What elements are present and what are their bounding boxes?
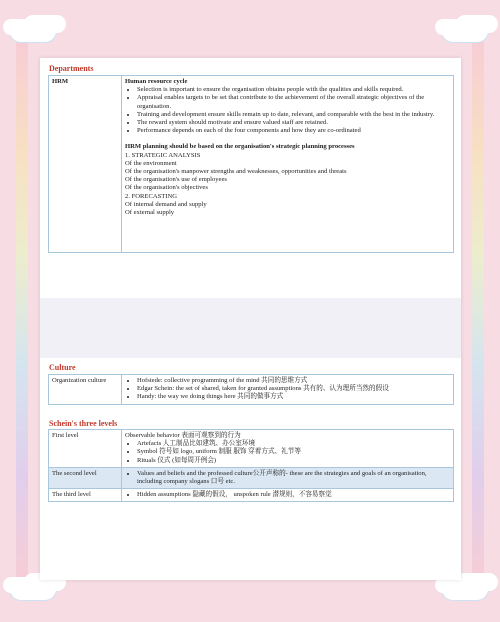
page-gap-band [40,298,461,358]
culture-label: Organization culture [49,375,122,405]
list-item: • The reward system should motivate and ensure valued staff are retained. [137,119,450,127]
departments-table [48,75,454,253]
schein-level-label: First level [49,430,122,468]
list-item: • Symbol 符号如 logo, uniform 制服 服饰 穿着方式、礼节等 [137,448,450,456]
planning-line: 1. STRATEGIC ANALYSIS [125,151,201,159]
schein-title: Schein's three levels [49,419,118,428]
list-item: • Hidden assumptions 隐藏的假设， unspoken rule 潜规则，不容易察觉 [137,491,450,499]
planning-heading: HRM planning should be based on the organisation's strategic planning processes [125,143,355,151]
rainbow-border-right [472,40,484,582]
list-item: • Artefacts 人工制品比如建筑、办公室环境 [137,440,450,448]
schein-level-content [122,489,454,502]
cloud-decoration [10,578,56,600]
culture-content [122,375,454,405]
list-item: • Rituals 仪式 (如每周开例会) [137,457,450,465]
list-item: • Edgar Schein: the set of shared, taken for granted assumptions 共有的、认为理所当然的假设 [137,385,450,393]
list-item: • Hofstede: collective programming of the mind 共同的思维方式 [137,377,450,385]
schein-level-content [122,430,454,468]
culture-table [48,374,454,405]
hrm-content [122,76,454,253]
list-item: • Values and beliefs and the professed culture公开声称的- these are the strategies and goals of an organisation, including company slogans 口号 etc. [137,470,450,486]
document-page [40,58,461,580]
planning-line: Of the organisation's manpower strengths and weaknesses, opportunities and threats [125,168,347,176]
schein-level-label: The third level [49,489,122,502]
level-list [125,491,450,499]
hrm-label: HRM [49,76,122,253]
planning-line: Of external supply [125,209,175,217]
schein-level-content [122,467,454,488]
list-item: • Handy: the way we doing things here 共同的做事方式 [137,393,450,401]
list-item: • Selection is important to ensure the organisation obtains people with the qualities and skills required. [137,86,450,94]
list-item: • Performance depends on each of the four components and how they are co-ordinated [137,127,450,135]
cycle-list [125,86,450,135]
planning-line: 2. FORECASTING [125,192,178,200]
planning-line: Of internal demand and supply [125,200,207,208]
planning-line: Of the organisation's objectives [125,184,208,192]
schein-level-label: The second level [49,467,122,488]
level-list [125,470,450,486]
list-item: • Training and development ensure skills remain up to date, relevant, and comparable with the best in the industry. [137,111,450,119]
cloud-decoration [442,20,488,42]
cycle-heading: Human resource cycle [125,78,188,85]
cloud-decoration [10,20,56,42]
culture-list [125,377,450,402]
departments-title: Departments [49,64,94,73]
culture-title: Culture [49,363,76,372]
level-list [125,440,450,465]
list-item: • Appraisal enables targets to be set that contribute to the achievement of the overall strategic objectives of the organisation. [137,94,450,110]
rainbow-border-left [16,40,28,582]
schein-table [48,429,454,502]
planning-line: Of the environment [125,159,177,167]
cloud-decoration [442,578,488,600]
planning-line: Of the organisation's use of employees [125,176,227,184]
level-intro: Observable behavior 表面可观察到的行为 [125,432,241,439]
